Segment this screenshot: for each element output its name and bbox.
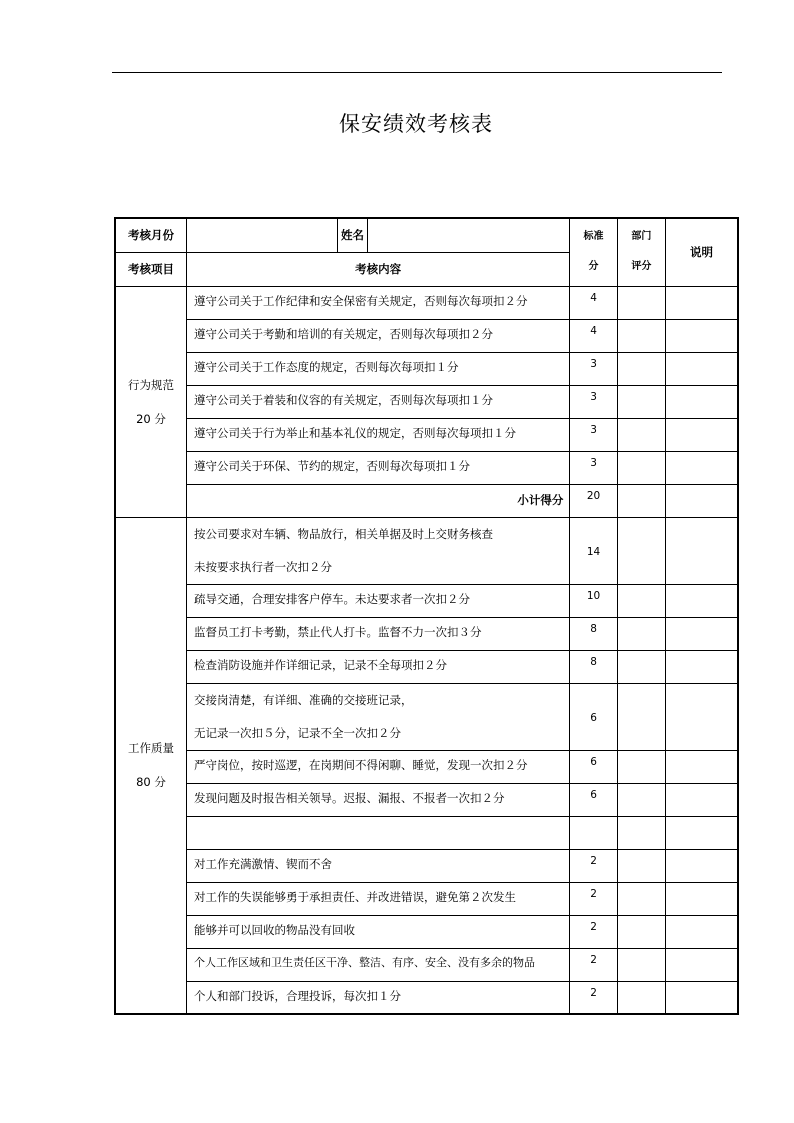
- item-text: 能够并可以回收的物品没有回收: [186, 915, 569, 948]
- table-row: [115, 849, 738, 882]
- dept-score-cell[interactable]: [617, 517, 665, 584]
- dept-score-label: [617, 218, 665, 286]
- item-text: 严守岗位，按时巡逻，在岗期间不得闲聊、睡觉，发现一次扣２分: [186, 750, 569, 783]
- standard-score: 4: [570, 319, 617, 352]
- standard-score-label-top: 标准: [583, 231, 604, 243]
- page-title: 保安绩效考核表: [339, 112, 493, 136]
- assessment-table: [114, 217, 739, 1015]
- standard-score: 2: [570, 849, 617, 882]
- item-text-line: 未按要求执行者一次扣２分: [193, 559, 332, 574]
- item-text: 对工作充满激情、锲而不舍: [186, 849, 569, 882]
- note-cell[interactable]: [666, 650, 739, 683]
- category-name: 工作质量: [127, 741, 174, 756]
- item-text: 遵守公司关于考勤和培训的有关规定，否则每次每项扣２分: [186, 319, 569, 352]
- note-cell[interactable]: [666, 683, 739, 750]
- standard-score: 6: [570, 683, 617, 750]
- item-text: 遵守公司关于环保、节约的规定，否则每次每项扣１分: [186, 451, 569, 484]
- month-label: 考核月份: [115, 218, 186, 252]
- note-cell[interactable]: [666, 385, 739, 418]
- note-cell[interactable]: [666, 451, 739, 484]
- note-cell[interactable]: [666, 750, 739, 783]
- item-text: 疏导交通，合理安排客户停车。未达要求者一次扣２分: [186, 584, 569, 617]
- standard-score[interactable]: [570, 816, 617, 849]
- category-work-quality: [115, 517, 186, 1014]
- note-cell[interactable]: [666, 617, 739, 650]
- dept-score-cell[interactable]: [617, 948, 665, 981]
- standard-score: 3: [570, 418, 617, 451]
- note-cell[interactable]: [666, 948, 739, 981]
- note-cell[interactable]: [666, 584, 739, 617]
- dept-score-cell[interactable]: [617, 783, 665, 816]
- table-row: [115, 750, 738, 783]
- table-row: [115, 451, 738, 484]
- item-text: 对工作的失误能够勇于承担责任、并改进错误，避免第２次发生: [186, 882, 569, 915]
- table-row: [115, 286, 738, 319]
- dept-score-cell[interactable]: [617, 882, 665, 915]
- table-row: [115, 981, 738, 1014]
- standard-score: 2: [570, 981, 617, 1014]
- table-row: [115, 882, 738, 915]
- name-value[interactable]: [368, 218, 570, 252]
- dept-score-cell[interactable]: [617, 451, 665, 484]
- standard-score: 3: [570, 385, 617, 418]
- table-row: [115, 650, 738, 683]
- table-row: [115, 584, 738, 617]
- item-text-line: 无记录一次扣５分，记录不全一次扣２分: [193, 725, 401, 740]
- note-cell[interactable]: [666, 484, 739, 517]
- note-cell[interactable]: [666, 816, 739, 849]
- standard-score-label: [570, 218, 617, 286]
- table-row: [115, 816, 738, 849]
- item-text: 发现问题及时报告相关领导。迟报、漏报、不报者一次扣２分: [186, 783, 569, 816]
- standard-score: 3: [570, 451, 617, 484]
- dept-score-cell[interactable]: [617, 352, 665, 385]
- subtotal-row: [115, 484, 738, 517]
- table-row: [115, 418, 738, 451]
- category-points: 20 分: [136, 411, 166, 426]
- table-row: [115, 352, 738, 385]
- item-text[interactable]: [186, 816, 569, 849]
- dept-score-label-bottom: 评分: [631, 260, 652, 272]
- table-row: [115, 319, 738, 352]
- table-row: [115, 948, 738, 981]
- dept-score-cell[interactable]: [617, 418, 665, 451]
- note-cell[interactable]: [666, 849, 739, 882]
- item-text: 遵守公司关于行为举止和基本礼仪的规定，否则每次每项扣１分: [186, 418, 569, 451]
- standard-score: 3: [570, 352, 617, 385]
- table-row: [115, 683, 738, 750]
- dept-score-cell[interactable]: [617, 319, 665, 352]
- month-value[interactable]: [186, 218, 337, 252]
- dept-score-cell[interactable]: [617, 385, 665, 418]
- table-row: [115, 617, 738, 650]
- item-text: 个人工作区域和卫生责任区干净、整洁、有序、安全、没有多余的物品: [186, 948, 569, 981]
- standard-score: 4: [570, 286, 617, 319]
- item-text: 个人和部门投诉，合理投诉，每次扣１分: [186, 981, 569, 1014]
- item-text: 监督员工打卡考勤，禁止代人打卡。监督不力一次扣３分: [186, 617, 569, 650]
- category-name: 行为规范: [127, 377, 174, 392]
- item-text-line: 按公司要求对车辆、物品放行，相关单据及时上交财务核查: [193, 526, 493, 541]
- table-row: [115, 783, 738, 816]
- dept-score-cell[interactable]: [617, 683, 665, 750]
- subtotal-score: 20: [570, 484, 617, 517]
- table-row: [115, 517, 738, 584]
- note-cell[interactable]: [666, 915, 739, 948]
- dept-score-cell[interactable]: [617, 650, 665, 683]
- category-points: 80 分: [136, 775, 166, 790]
- item-text: 遵守公司关于着装和仪容的有关规定，否则每次每项扣１分: [186, 385, 569, 418]
- item-text: 遵守公司关于工作纪律和安全保密有关规定，否则每次每项扣２分: [186, 286, 569, 319]
- name-label: 姓名: [337, 218, 367, 252]
- standard-score: 10: [570, 584, 617, 617]
- note-cell[interactable]: [666, 352, 739, 385]
- subtotal-label: 小计得分: [186, 484, 569, 517]
- dept-score-cell[interactable]: [617, 617, 665, 650]
- note-cell[interactable]: [666, 418, 739, 451]
- standard-score: 6: [570, 750, 617, 783]
- note-cell[interactable]: [666, 319, 739, 352]
- dept-score-cell[interactable]: [617, 816, 665, 849]
- item-label: 考核项目: [115, 252, 186, 286]
- note-cell[interactable]: [666, 783, 739, 816]
- content-label: 考核内容: [186, 252, 569, 286]
- dept-score-cell[interactable]: [617, 849, 665, 882]
- table-row: [115, 915, 738, 948]
- standard-score: 6: [570, 783, 617, 816]
- note-cell[interactable]: [666, 517, 739, 584]
- dept-score-cell[interactable]: [617, 584, 665, 617]
- item-text: [186, 683, 569, 750]
- dept-score-cell[interactable]: [617, 981, 665, 1014]
- note-cell[interactable]: [666, 286, 739, 319]
- dept-score-label-top: 部门: [631, 231, 652, 243]
- dept-score-cell[interactable]: [617, 915, 665, 948]
- dept-score-cell[interactable]: [617, 484, 665, 517]
- standard-score: 2: [570, 882, 617, 915]
- standard-score-label-bottom: 分: [588, 260, 599, 272]
- table-row: [115, 385, 738, 418]
- item-text: 检查消防设施并作详细记录，记录不全每项扣２分: [186, 650, 569, 683]
- standard-score: 8: [570, 617, 617, 650]
- note-cell[interactable]: [666, 882, 739, 915]
- standard-score: 2: [570, 948, 617, 981]
- item-text: 遵守公司关于工作态度的规定，否则每次每项扣１分: [186, 352, 569, 385]
- dept-score-cell[interactable]: [617, 750, 665, 783]
- note-cell[interactable]: [666, 981, 739, 1014]
- item-text-line: 交接岗清楚，有详细、准确的交接班记录，: [193, 692, 413, 707]
- standard-score: 2: [570, 915, 617, 948]
- standard-score: 14: [570, 517, 617, 584]
- header-rule: [112, 72, 722, 73]
- note-label: 说明: [666, 218, 739, 286]
- standard-score: 8: [570, 650, 617, 683]
- dept-score-cell[interactable]: [617, 286, 665, 319]
- item-text: [186, 517, 569, 584]
- category-behavior: [115, 286, 186, 517]
